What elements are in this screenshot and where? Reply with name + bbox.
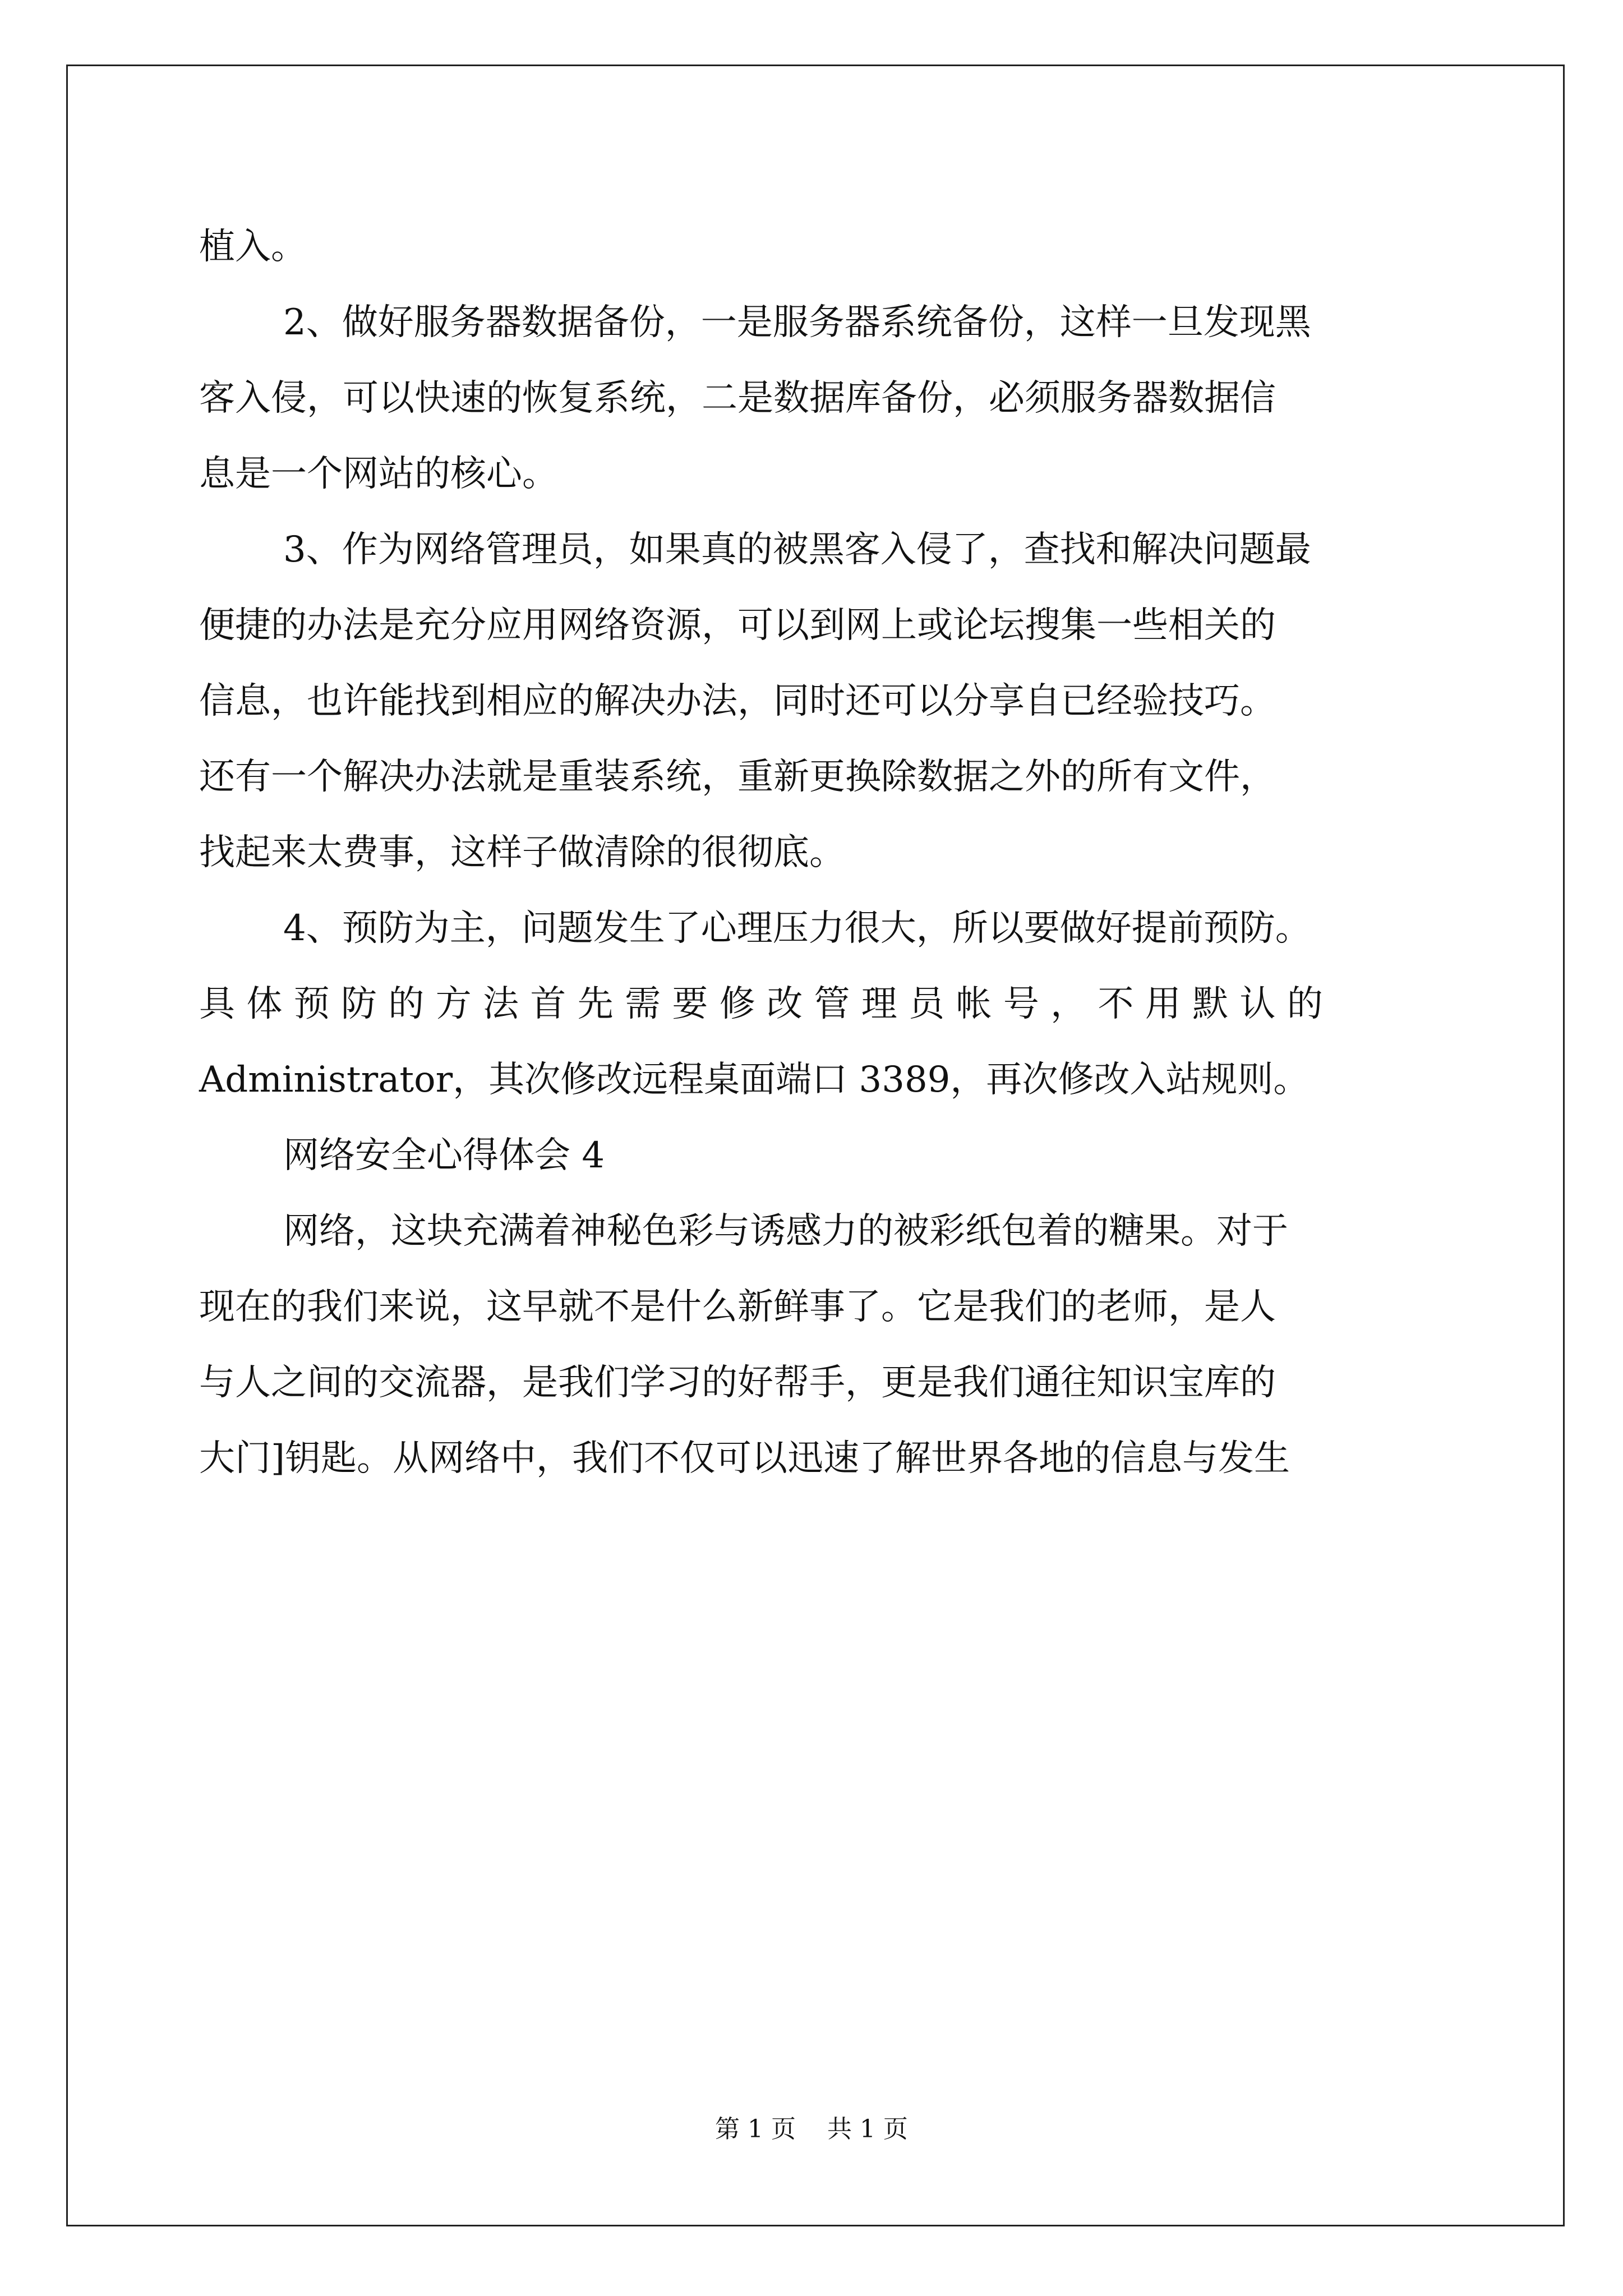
paragraph-line: 便捷的办法是充分应用网络资源，可以到网上或论坛搜集一些相关的 [199, 605, 1276, 646]
paragraph-line: 具 体 预 防 的 方 法 首 先 需 要 修 改 管 理 员 帐 号 ， 不 用 默 认 的 [199, 983, 1323, 1025]
paragraph-line: 大门]钥匙。从网络中，我们不仅可以迅速了解世界各地的信息与发生 [199, 1438, 1290, 1479]
section-heading: 网络安全心得体会 4 [283, 1135, 605, 1176]
paragraph-line: 网络，这块充满着神秘色彩与诱感力的被彩纸包着的糖果。对于 [283, 1211, 1288, 1252]
paragraph-line: 客入侵，可以快速的恢复系统，二是数据库备份，必须服务器数据信 [199, 378, 1276, 419]
paragraph-line: 与人之间的交流器，是我们学习的好帮手，更是我们通往知识宝库的 [199, 1362, 1276, 1404]
paragraph-line: 4、预防为主，问题发生了心理压力很大，所以要做好提前预防。 [283, 908, 1311, 949]
paragraph-line: 3、作为网络管理员，如果真的被黑客入侵了，查找和解决问题最 [283, 529, 1311, 570]
paragraph-line: 还有一个解决办法就是重装系统，重新更换除数据之外的所有文件， [199, 756, 1276, 798]
paragraph-line: 信息，也许能找到相应的解决办法，同时还可以分享自已经验技巧。 [199, 680, 1276, 722]
paragraph-line: 找起来太费事，这样子做清除的很彻底。 [199, 832, 845, 873]
paragraph-line: 现在的我们来说，这早就不是什么新鲜事了。它是我们的老师，是人 [199, 1286, 1276, 1328]
page-footer: 第 1 页 共 1 页 [715, 2115, 908, 2143]
paragraph-line: Administrator，其次修改远程桌面端口 3389，再次修改入站规则。 [199, 1059, 1310, 1101]
paragraph-line: 2、做好服务器数据备份，一是服务器系统备份，这样一旦发现黑 [283, 302, 1311, 343]
paragraph-line: 植入。 [199, 226, 307, 268]
paragraph-line: 息是一个网站的核心。 [199, 453, 558, 495]
